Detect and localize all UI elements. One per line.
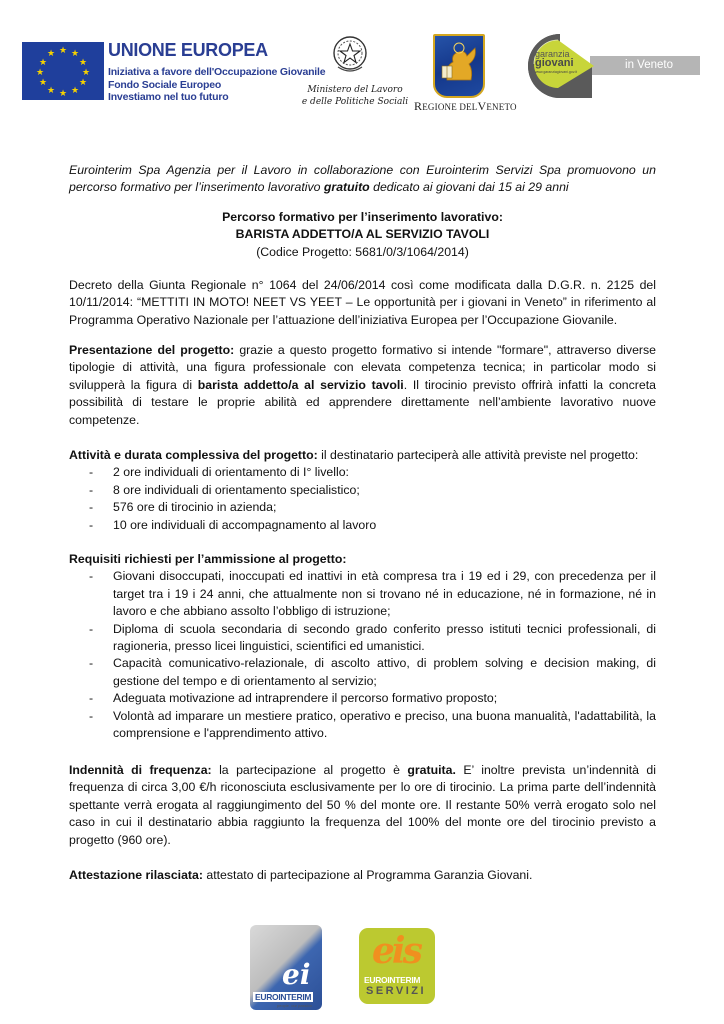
project-code: (Codice Progetto: 5681/0/3/1064/2014): [256, 244, 469, 259]
intro-paragraph: [69, 162, 656, 197]
attivita-heading: [69, 447, 656, 464]
list-item: - 10 ore individuali di accompagnamento al lavoro: [69, 517, 656, 534]
regione-text: ENETO: [486, 102, 517, 112]
intro-text: dedicato ai giovani dai 15 ai 29 anni: [369, 180, 569, 195]
regione-text: V: [477, 99, 487, 113]
attivita-section: [69, 447, 656, 534]
requisiti-heading: Requisiti richiesti per l’ammissione al progetto:: [69, 552, 347, 566]
list-item: - 2 ore individuali di orientamento di I° livello:: [69, 464, 656, 481]
italian-republic-emblem-icon: [332, 33, 368, 77]
star-icon: ★: [47, 85, 56, 95]
star-icon: ★: [71, 85, 80, 95]
attestazione-text: attestato di partecipazione al Programma Garanzia Giovani.: [202, 868, 533, 882]
course-title-line: Percorso formativo per l’inserimento lavorativo:: [222, 210, 503, 224]
list-item: - Volontà ad imparare un mestiere pratico, operativo e preciso, una buona manualità, l'adattabilità, la comprensione e l'apprendimento attivo.: [69, 708, 656, 743]
eurointerim-name: EUROINTERIM: [255, 992, 312, 1002]
ministry-line: Ministero del Lavoro: [307, 85, 403, 95]
garanzia-giovani-badge: in Veneto: [590, 56, 700, 75]
eu-line: Fondo Sociale Europeo: [108, 78, 222, 91]
intro-bold: gratuito: [323, 180, 370, 195]
ministry-logo-text: [296, 84, 414, 108]
star-icon: ★: [82, 67, 91, 77]
garanzia-giovani-text: [535, 50, 595, 77]
star-icon: ★: [79, 77, 88, 87]
star-icon: ★: [47, 48, 56, 58]
eu-line: Investiamo nel tuo futuro: [108, 91, 229, 103]
attestazione-paragraph: [69, 867, 656, 884]
attivita-list: [69, 464, 656, 534]
eu-flag-logo: [22, 42, 104, 100]
indennita-bold: gratuita.: [407, 763, 456, 777]
intro-text: Eurointerim Spa Agenzia per il Lavoro in collaborazione con Eurointerim Servizi Spa promuovono un percorso formativo per l’inserimento lavorativo: [69, 163, 656, 195]
attivita-text: il destinatario parteciperà alle attività previste nel progetto:: [317, 448, 639, 462]
presentazione-text: . Il tirocinio previsto offrirà infatti la concreta possibilità di testare le proprie abilità ed apprendere direttamente nell’ambiente lavorativo nuove competenze.: [69, 377, 656, 427]
requisiti-section: [69, 551, 656, 742]
list-item: - Adeguata motivazione ad intraprendere il percorso formativo proposto;: [69, 690, 656, 707]
eurointerim-servizi-sub: SERVIZI: [366, 985, 427, 997]
presentazione-bold: barista addetto/a al servizio tavoli: [197, 377, 404, 392]
list-item: - Giovani disoccupati, inoccupati ed inattivi in età compresa tra i 19 ed i 29, con precedenza per il target tra i 19 i 24 anni, che attualmente non si trovano né in educazione, né in formazione, né in lavoro e che abbiano assolto l’obbligo di istruzione;: [69, 568, 656, 620]
indennita-text: E’ inoltre prevista un’indennità di frequenza di circa 3,00 €/h riconosciuta esclusivamente per lo ore di tirocinio. La prima parte dell’indennità spettante verrà erogata al raggiungimento del 50 % del monte ore. Il restante 50% verrà erogato solo nel caso in cui il destinatario abbia raggiunto la frequenza del 100% del monte ore del tirocinio previsto a progetto (960 ore).: [69, 763, 656, 847]
ministry-line: e delle Politiche Sociali: [301, 97, 409, 107]
decree-paragraph: Decreto della Giunta Regionale n° 1064 del 24/06/2014 così come modificata dalla D.G.R. n. 2125 del 10/11/2014: “METTITI IN MOTO! NEET VS YEET – Le opportunità per i giovani in Veneto” in riferimento al Programma Operativo Nazionale per l’attuazione dell’iniziativa Europea per l’Occupazione Giovanile.: [69, 278, 656, 327]
presentazione-text: grazie a questo progetto formativo si intende "formare", attraverso diverse tipologie di attività, una figura professionale con elevata competenza tecnica; in particolar modo si svilupperà la figura di: [69, 343, 656, 392]
eurointerim-tagline: people, our passion: [277, 1003, 312, 1008]
eu-title: UNIONE EUROPEA: [108, 40, 268, 60]
regione-veneto-lion-icon: [433, 34, 485, 98]
presentazione-label: Presentazione del progetto:: [69, 343, 235, 357]
regione-text: R: [414, 99, 423, 113]
star-icon: ★: [59, 88, 68, 98]
star-icon: ★: [59, 45, 68, 55]
course-name: BARISTA ADDETTO/A AL SERVIZIO TAVOLI: [235, 227, 490, 242]
eu-logo-text: [108, 40, 325, 104]
course-title-block: [69, 209, 656, 261]
star-icon: ★: [39, 77, 48, 87]
regione-text: DEL: [459, 102, 478, 112]
indennita-text: la partecipazione al progetto è: [211, 763, 408, 777]
list-item: - Diploma di scuola secondaria di secondo grado conferito presso istituti tecnici professionali, di ragioneria, presso licei linguistici, scientifici ed umanistici.: [69, 621, 656, 656]
star-icon: ★: [71, 48, 80, 58]
requisiti-list: [69, 568, 656, 742]
star-icon: ★: [39, 57, 48, 67]
star-icon: ★: [36, 67, 45, 77]
presentazione-paragraph: [69, 342, 656, 429]
regione-text: EGIONE: [422, 102, 460, 112]
eurointerim-mark: ei: [282, 958, 311, 991]
list-item: - 576 ore di tirocinio in azienda;: [69, 499, 656, 516]
garanzia-url: www.garanziagiovani.gov.it: [535, 70, 577, 74]
giovani-word: giovani: [535, 57, 574, 69]
indennita-label: Indennità di frequenza:: [69, 763, 212, 777]
eurointerim-servizi-name: EUROINTERIM: [364, 975, 421, 985]
eu-line: Iniziativa a favore dell'Occupazione Giovanile: [108, 66, 326, 78]
regione-veneto-label: [414, 99, 517, 114]
garanzia-word: garanzia: [535, 49, 570, 59]
attestazione-label: Attestazione rilasciata:: [69, 868, 203, 882]
attivita-label: Attività e durata complessiva del progetto:: [69, 448, 318, 462]
list-item: - 8 ore individuali di orientamento specialistico;: [69, 482, 656, 499]
star-icon: ★: [79, 57, 88, 67]
indennita-paragraph: [69, 762, 656, 849]
list-item: - Capacità comunicativo-relazionale, di ascolto attivo, di problem solving e decision making, di gestione del tempo e di orientamento al servizio;: [69, 655, 656, 690]
eurointerim-servizi-mark: eis: [372, 930, 420, 972]
